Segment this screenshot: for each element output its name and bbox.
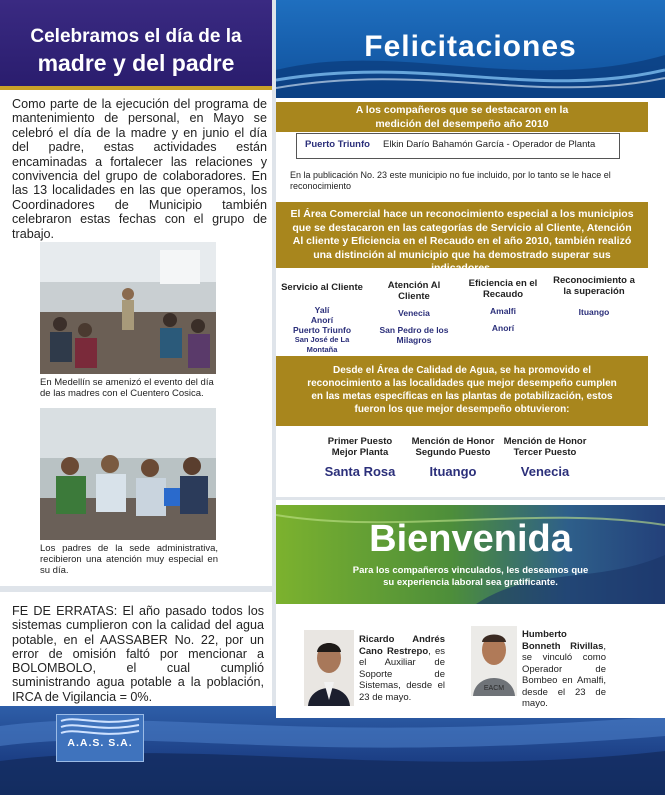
column-head: Eficiencia en el Recaudo [468,278,538,300]
photo-ricardo [304,630,354,706]
svg-text:EACM: EACM [483,685,505,692]
band-desempeno-line2: medición del desempeño año 2010 [375,118,549,130]
band-desempeno [276,102,648,132]
column-value: Anorí [310,315,334,325]
award-winner: Santa Rosa [324,464,396,479]
column-head: Reconocimiento a la superación [553,275,635,297]
pt-label: Puerto Triunfo [305,139,370,150]
award-winner: Ituango [429,464,477,479]
company-logo [56,714,144,762]
caption-medellin: En Medellín se amenizó el evento del día de las madres con el Cuentero Cosica. [40,377,214,399]
column-head: Atención Al Cliente [387,280,441,302]
award-line1: Primer Puesto [327,436,393,447]
column-value: San Pedro de los Milagros [379,325,449,345]
award-line2: Mejor Planta [331,447,389,458]
column-value: Ituango [578,307,610,317]
column-value: Anorí [491,323,515,333]
band-comercial [276,202,648,274]
award-line2: Tercer Puesto [513,447,577,458]
intro-paragraph: Como parte de la ejecución del programa de mantenimiento de personal, en Mayo se celebró el día de la madre y en junio el día del padre, estas actividades están encaminadas a fortalecer las relaciones y convivencia del grupo de colaboradores. En las 13 localidades en las que operamos, los Coordinadores de Municipio también celebraron estas fechas con el grupo de trabajo. [12,97,267,241]
column-value: Venecia [398,308,430,318]
errata-paragraph: FE DE ERRATAS: El año pasado todos los sistemas cumplieron con la calidad del agua potable, en el AASSABER No. 22, por un error de omisión faltó por mencionar a BOLOMBOLO, el cual cumplió suministrando agua potable a la población, IRCA de Vigilancia = 0%. [12,604,264,704]
band-calidad [276,356,648,426]
person1-text: , es el Auxiliar de Soporte de Sistemas, desde el 23 de mayo. [359,645,445,703]
award-first [316,436,404,479]
award-line2: Segundo Puesto [415,447,491,458]
award-line1: Mención de Honor [411,436,495,447]
award-line1: Mención de Honor [503,436,587,447]
left-header-line1: Celebramos el día de la [30,26,242,47]
person1-name: Ricardo Andrés Cano Restrepo [359,634,445,657]
felicitaciones-title: Felicitaciones [364,30,577,63]
caption-fathers: Los padres de la sede administrativa, recibieron una atención muy especial en su día. [40,543,218,576]
column-value: Amalfi [490,306,516,316]
logo-text: A.A.S. S.A. [67,737,133,749]
photo-humberto [471,626,517,696]
person2-text: , se vinculó como Operador de Bombeo en Amalfi, desde el 23 de mayo. [522,640,606,709]
column-servicio [280,282,364,355]
band-comercial-text: El Área Comercial hace un reconocimiento especial a los municipios que se destacaron en las categorías de Servicio al Cliente, Atención Al cliente y Eficiencia en el Recaudo en el año 2010, también realizó una distinción al municipio que ha demostrado superar sus indicadores. [290,208,634,274]
bienvenida-title: Bienvenida [369,518,572,560]
pt-value: Elkin Darío Bahamón García - Operador de Planta [383,139,596,150]
left-header-line2: madre y del padre [37,50,235,76]
photo-fathers-day [40,408,216,540]
column-atencion [376,280,452,345]
column-value: Yalí [314,305,330,315]
column-eficiencia [465,278,541,333]
pt-note: En la publicación No. 23 este municipio no fue incluido, por lo tanto se le hace el reconocimiento [290,170,611,191]
puerto-triunfo-box [296,133,620,159]
person2-bio [522,629,606,710]
award-winner: Venecia [520,464,570,479]
person1-bio [359,634,445,703]
band-desempeno-line1: A los compañeros que se destacaron en la [355,104,569,116]
column-superacion [550,275,638,317]
column-head: Servicio al Cliente [281,282,363,293]
award-third [500,436,590,479]
person2-name: Humberto Bonneth Rivillas [522,629,604,652]
column-value: Puerto Triunfo [292,325,352,335]
bienvenida-subtitle-line1: Para los compañeros vinculados, les deseamos que [352,565,589,576]
award-second [408,436,498,479]
column-value: San José de La Montaña [294,335,350,354]
photo-medellin-event [40,242,216,374]
band-calidad-text: Desde el Área de Calidad de Agua, se ha promovido el reconocimiento a las localidades que mejor desempeño cumplen en las metas específicas en las plantas de potabilización, estos fueron los que mejor desempeño obtuvieron: [307,365,617,415]
left-header-banner [0,0,272,90]
bienvenida-subtitle-line2: su experiencia laboral sea gratificante. [383,577,558,588]
